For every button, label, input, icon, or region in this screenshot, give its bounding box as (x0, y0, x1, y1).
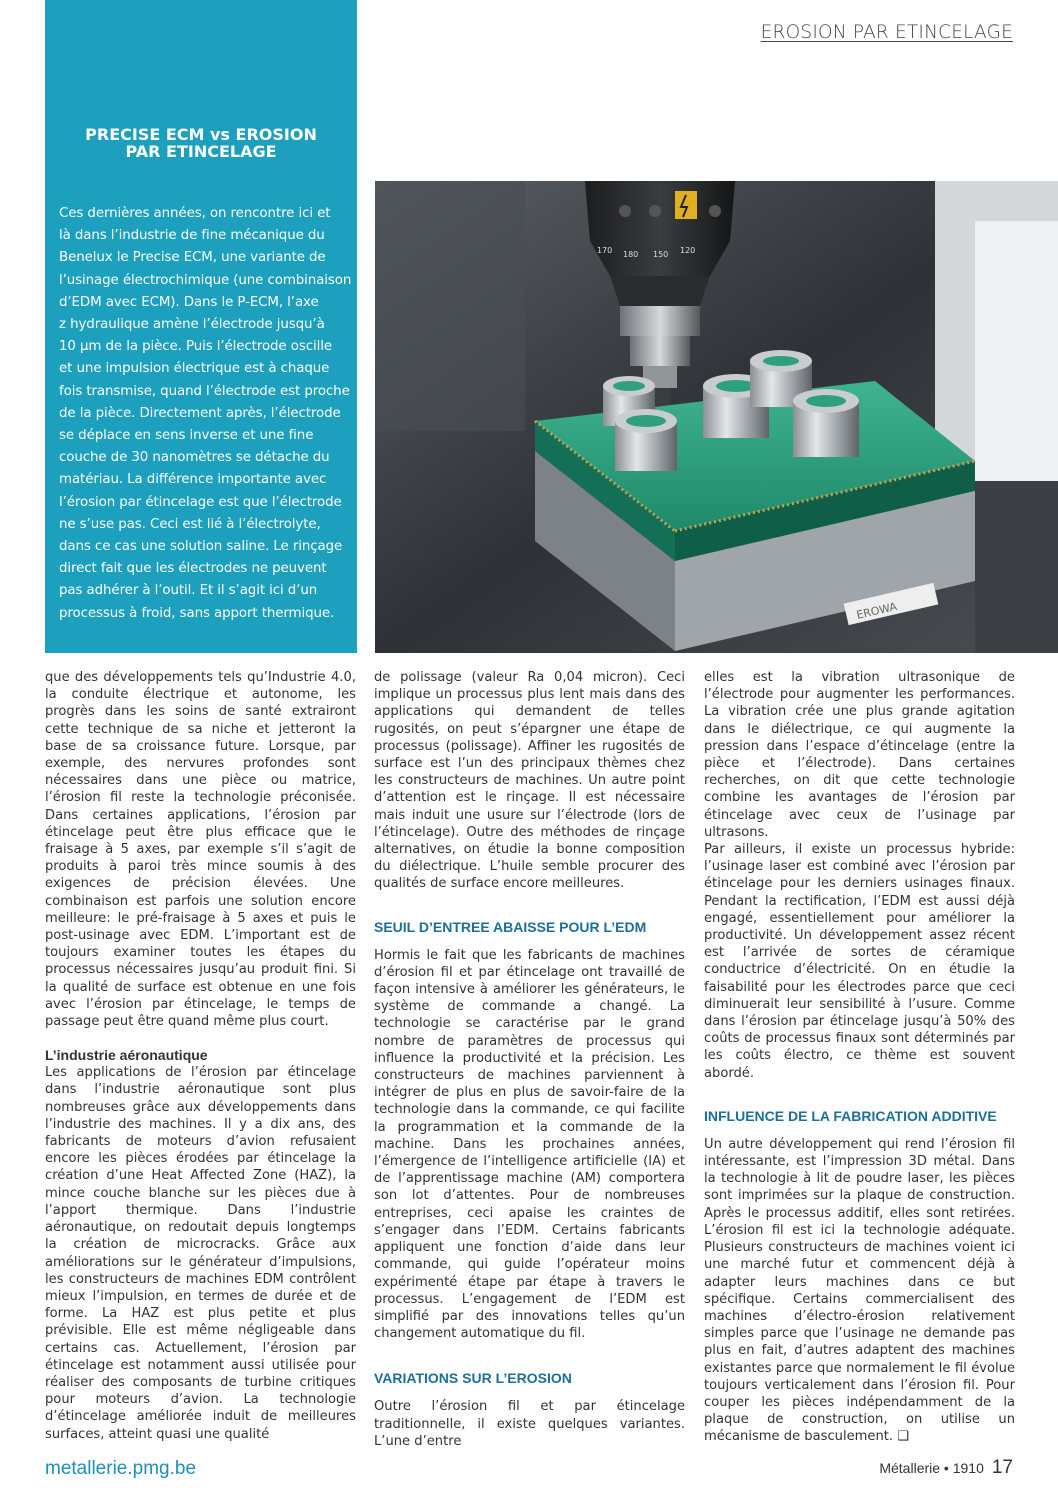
sidebar-line: ne s’use pas. Ceci est lié à l’électrolyte, (59, 516, 321, 532)
sidebar-line: Ces dernières années, on rencontre ici et (59, 206, 331, 221)
sidebar-line: fois transmise, quand l’électrode est proche (59, 383, 350, 399)
paragraph: de polissage (valeur Ra 0,04 micron). Ceci implique un processus plus lent mais dans des applications qui demandent de telles rugosités, on peut s’épargner une étape de processus (polissage). Affiner les rugosités de surface est l’un des principaux thèmes chez les constructeurs de machines. Un autre point d’attention est le rinçage. Il est nécessaire mais induit une usure sur l’électrode (lors de l’étincelage). Outre des méthodes de rinçage alternatives, on étudie la bonne composition du diélectrique. L’huile semble procurer des qualités de surface encore meilleures. (374, 670, 685, 892)
sidebar-box (45, 0, 357, 653)
sidebar-title: PRECISE ECM vs EROSION PAR ETINCELAGE (85, 125, 317, 161)
paragraph: Un autre développement qui rend l’érosion fil intéressante, est l’impression 3D métal. Dans la technologie à lit de poudre laser, les pièces sont imprimées sur la plaque de construction. Après le processus additif, elles sont retirées. L’érosion fil est ici la technologie adéquate. Plusieurs constructeurs de machines voient ici une marché futur et commencent déjà à adapter leurs machines dans ce but spécifique. Certains commercialisent des machines d’électro-érosion relativement simples parce que l’usinage ne demande pas plus en fait, d’autres adaptent des machines existantes parce que normalement le fil évolue toujours verticalement dans l’érosion fil. Pour couper les pièces indépendamment de la plaque de construction, on utilise un mécanisme de basculement. ❑ (704, 1136, 1015, 1445)
sidebar-line: se déplace en sens inverse et une fine (59, 428, 314, 444)
sidebar-line: 10 μm de la pièce. Puis l’électrode oscille (59, 339, 332, 355)
section-header: EROSION PAR ETINCELAGE (760, 22, 1013, 43)
sidebar-line: Benelux le Precise ECM, une variante de (59, 250, 326, 266)
website-link[interactable]: metallerie.pmg.be (45, 1458, 197, 1479)
sidebar-line: dans ce cas une solution saline. Le rinçage (59, 539, 343, 555)
subheading-aeronautique: L’industrie aéronautique (45, 1047, 208, 1064)
sidebar-line: l’usinage électrochimique (une combinaison (59, 272, 352, 288)
magazine-issue: Métallerie • 1910 (879, 1460, 984, 1476)
subheading-seuil: SEUIL D’ENTREE ABAISSE POUR L’EDM (374, 918, 647, 935)
article-column-1 (45, 669, 356, 1443)
paragraph: Par ailleurs, il existe un processus hybride: l’usinage laser est combiné avec l’érosion par étincelage pour les derniers usinages finaux. Pendant la rectification, l’EDM est aussi déjà engagé, essentiellement pour améliorer la productivité. Un développement assez récent est l’arrivée de sortes de céramique conductrice d’électricité. On en étudie la faisabilité pour les électrodes parce que ceci diminuerait leur sensibilité à l’usure. Comme dans l’érosion par étincelage jusqu’à 50% des coûts de processus finaux sont déterminés par les coûts électro, ce thème est souvent abordé. (704, 842, 1015, 1081)
article-column-3 (704, 669, 1015, 1446)
brand-label: EROWA (855, 599, 899, 622)
sidebar-line: de la pièce. Directement après, l’électrode (59, 405, 341, 421)
dial-label: 170 (597, 246, 613, 255)
page-number: 17 (991, 1457, 1013, 1478)
sidebar-line: pas adhérer à l’outil. Et il s’agit ici d’un (59, 583, 318, 599)
dial-label: 120 (680, 246, 696, 255)
sidebar-line: et une impulsion électrique est à chaque (59, 361, 330, 377)
footer-issue (879, 1457, 1013, 1479)
sidebar-line: direct fait que les électrodes ne peuvent (59, 561, 327, 577)
machine-photo (375, 181, 1058, 653)
sidebar-line: d’EDM avec ECM). Dans le P-ECM, l’axe (59, 294, 319, 310)
subheading-fabrication-additive: INFLUENCE DE LA FABRICATION ADDITIVE (704, 1107, 997, 1124)
subheading-variations: VARIATIONS SUR L’EROSION (374, 1370, 572, 1387)
edm-machine-illustration (375, 181, 1058, 653)
sidebar-text (59, 203, 352, 625)
sidebar-line: matériau. La différence importante avec (59, 472, 327, 488)
sidebar-line: z hydraulique amène l’électrode jusqu’à (59, 317, 325, 333)
dial-label: 150 (653, 250, 669, 259)
paragraph: Les applications de l’érosion par étincelage dans l’industrie aéronautique sont plus nombreuses grâce aux développements dans l’industrie des machines. Il y a dix ans, des fabricants de moteurs d’avion refusaient encore les pièces érodées par étincelage la création d’une Heat Affected Zone (HAZ), la mince couche blanche sur les pièces due à l’apport thermique. Dans l’industrie aéronautique, on redoutait depuis longtemps la création de microcracks. Grâce aux améliorations sur le générateur d’impulsions, les constructeurs de machines EDM contrôlent mieux l’impulsion, en termes de durée et de forme. La HAZ est plus petite et plus prévisible. Elle est même négligeable dans certains cas. Actuellement, l’érosion par étincelage est notamment aussi utilisée pour réaliser des composants de turbine critiques pour moteurs d’avion. La technologie d’étincelage améliorée induit de meilleures surfaces, atteint quasi une qualité (45, 1065, 356, 1442)
sidebar-line: processus à froid, sans apport thermique. (59, 605, 335, 621)
paragraph: que des développements tels qu’Industrie 4.0, la conduite électrique et autonome, les progrès dans les soins de santé extrairont cette technique de sa niche et jetteront la base de sa croissance future. Lorsque, par exemple, des nervures profondes sont nécessaires dans une pièce ou matrice, l’érosion fil reste la technologie préconisée. Dans certaines applications, l’érosion par étincelage peut être plus efficace que le fraisage à 5 axes, par exemple s’il s’agit de produits à paroi très mince soumis à des exigences de précision élevées. Une combinaison est parfois une solution encore meilleure: le pré-fraisage à 5 axes et puis le post-usinage avec EDM. L’important est de toujours examiner toutes les étapes du processus nécessaires jusqu’au produit fini. Si la qualité de surface est obtenue en une fois avec l’érosion par étincelage, le temps de passage peut être quand même plus court. (45, 670, 356, 1030)
article-column-2 (374, 669, 685, 1450)
paragraph: elles est la vibration ultrasonique de l’électrode pour augmenter les performances. La vibration crée une plus grande agitation dans le diélectrique, ce qui augmente la pression dans l’espace d’étincelage (entre la pièce et l’électrode). Dans certaines recherches, on dit que cette technologie combine les avantages de l’érosion par étincelage avec ceux de l’usinage par ultrasons. (704, 670, 1015, 840)
dial-label: 180 (623, 250, 639, 259)
sidebar-line: là dans l’industrie de fine mécanique du (59, 228, 325, 244)
sidebar-line: couche de 30 nanomètres se détache du (59, 450, 330, 466)
paragraph: Hormis le fait que les fabricants de machines d’érosion fil et par étincelage ont travaillé de façon intensive à améliorer les générateurs, le système de commande a changé. La technologie se caractérise par le grand nombre de paramètres de processus qui influence la productivité et la précision. Les constructeurs de machines parviennent à intégrer de plus en plus de savoir-faire de la technologie dans la commande, ce qui facilite la programmation et la commande de la machine. Dans les prochaines années, l’émergence de l’intelligence artificielle (IA) et de l’apprentissage machine (AM) comportera son lot d’attentes. Pour de nombreuses entreprises, ceci apaise les craintes de s’engager dans l’EDM. Certains fabricants appliquent une fonction d’aide dans leur commande, qui guide l’opérateur moins expérimenté étape par étape à travers le processus. L’engagement de l’EDM est simplifié par des innovations telles qu’un changement automatique du fil. (374, 947, 685, 1342)
sidebar-line: l’érosion par étincelage est que l’électrode (59, 494, 342, 510)
paragraph: Outre l’érosion fil et par étincelage traditionnelle, il existe quelques variantes. L’une d’entre (374, 1399, 685, 1449)
